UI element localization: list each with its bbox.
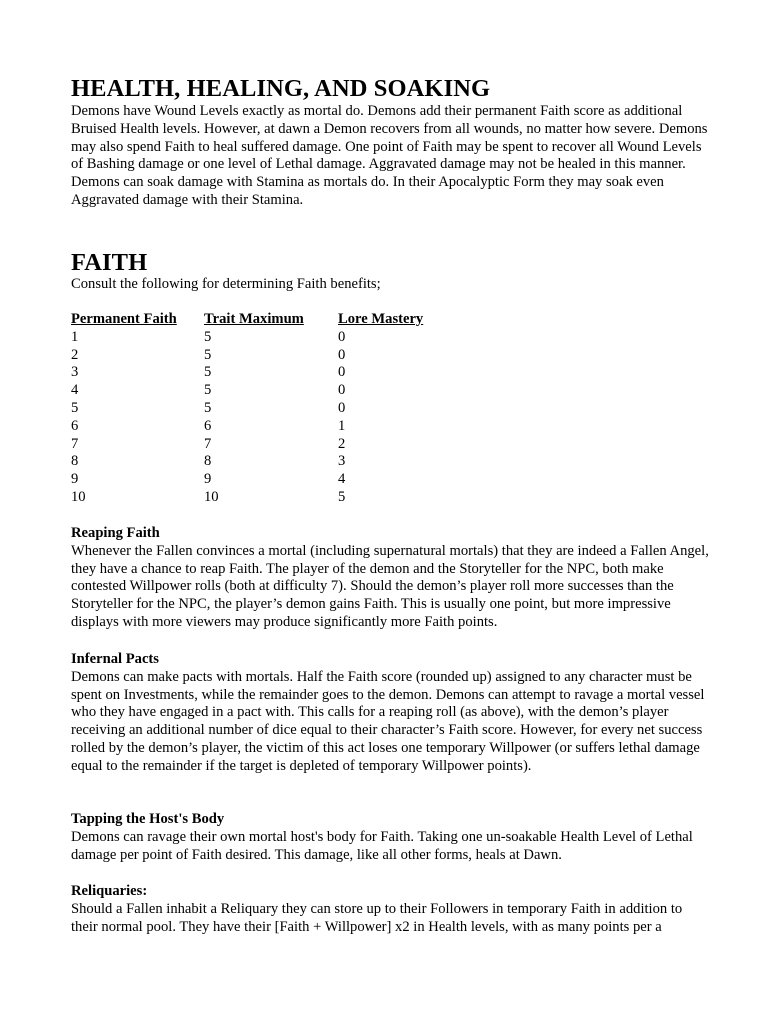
cell-lore-mastery: 0 [338,346,346,363]
cell-trait-maximum: 5 [204,382,212,399]
cell-trait-maximum: 10 [204,488,219,505]
table-row [71,347,458,365]
header-permanent-faith: Permanent Faith [71,311,177,327]
reliquaries-heading: Reliquaries: [71,883,148,899]
table-row [71,436,458,454]
cell-permanent-faith: 5 [71,399,79,416]
table-row [71,329,458,347]
health-heading: HEALTH, HEALING, AND SOAKING [71,75,491,102]
cell-trait-maximum: 5 [204,346,212,363]
tapping-host-body-heading: Tapping the Host's Body [71,811,225,827]
cell-lore-mastery: 0 [338,399,346,416]
table-row [71,453,458,471]
cell-permanent-faith: 10 [71,488,86,505]
cell-lore-mastery: 4 [338,471,346,488]
table-row [71,382,458,400]
cell-permanent-faith: 1 [71,328,79,345]
cell-trait-maximum: 5 [204,399,212,416]
reaping-faith-paragraph: Whenever the Fallen convinces a mortal (including supernatural mortals) that they are indeed a Fallen Angel, they have a chance to reap Faith. The player of the demon and the Storyteller for the NPC, both make contested Willpower rolls (both at difficulty 7). Should the demon’s player roll more successes than the Storyteller for the NPC, the player’s demon gains Faith. This is usually one point, but more impressive displays with more viewers may produce significantly more Faith points. [71,542,709,630]
cell-trait-maximum: 5 [204,328,212,345]
cell-permanent-faith: 3 [71,364,79,381]
health-paragraph: Demons have Wound Levels exactly as mortal do. Demons add their permanent Faith score as additional Bruised Health levels. However, at dawn a Demon recovers from all wounds, no matter how severe. Demons may also spend Faith to heal suffered damage. One point of Faith may be spent to recover all Wound Levels of Bashing damage or one level of Lethal damage. Aggravated damage may not be healed in this manner. Demons can soak damage with Stamina as mortals do. In their Apocalyptic Form they may soak even Aggravated damage with their Stamina. [71,103,708,208]
cell-lore-mastery: 3 [338,453,346,470]
cell-permanent-faith: 8 [71,453,79,470]
table-row [71,400,458,418]
tapping-host-body-section [71,811,711,864]
cell-lore-mastery: 0 [338,328,346,345]
cell-trait-maximum: 7 [204,435,212,452]
reliquaries-paragraph: Should a Fallen inhabit a Reliquary they can store up to their Followers in temporary Faith in addition to their normal pool. They have their [Faith + Willpower] x2 in Health levels, with as many points per a [71,900,683,935]
reaping-faith-heading: Reaping Faith [71,525,160,541]
tapping-host-body-paragraph: Demons can ravage their own mortal host's body for Faith. Taking one un-soakable Health Level of Lethal damage per point of Faith desired. This damage, like all other forms, heals at Dawn. [71,828,693,863]
infernal-pacts-paragraph: Demons can make pacts with mortals. Half the Faith score (rounded up) assigned to any character must be spent on Investments, while the remainder goes to the demon. Demons can attempt to ravage a mortal vessel who they have engaged in a pact with. This calls for a reaping roll (as above), with the demon’s player receiving an additional number of dice equal to their character’s Faith score. However, for every net success rolled by the demon’s player, the victim of this act loses one temporary Willpower (or suffers lethal damage equal to the remainder if the target is depleted of temporary Willpower points). [71,668,705,774]
infernal-pacts-heading: Infernal Pacts [71,651,159,667]
faith-intro: Consult the following for determining Faith benefits; [71,276,381,292]
faith-heading: FAITH [71,249,148,276]
cell-permanent-faith: 2 [71,346,79,363]
cell-permanent-faith: 6 [71,417,79,434]
cell-lore-mastery: 2 [338,435,346,452]
faith-table [71,311,458,507]
infernal-pacts-section [71,651,711,776]
table-row [71,489,458,507]
cell-trait-maximum: 5 [204,364,212,381]
table-row [71,418,458,436]
reaping-faith-section [71,525,711,632]
cell-trait-maximum: 9 [204,471,212,488]
reliquaries-section [71,883,711,936]
cell-permanent-faith: 7 [71,435,79,452]
cell-lore-mastery: 5 [338,488,346,505]
header-lore-mastery: Lore Mastery [338,311,424,327]
cell-trait-maximum: 8 [204,453,212,470]
table-row [71,471,458,489]
cell-permanent-faith: 9 [71,471,79,488]
header-trait-maximum: Trait Maximum [204,311,304,327]
table-row [71,364,458,382]
cell-trait-maximum: 6 [204,417,212,434]
faith-table-header-row [71,311,458,329]
cell-lore-mastery: 0 [338,382,346,399]
cell-permanent-faith: 4 [71,382,79,399]
cell-lore-mastery: 0 [338,364,346,381]
cell-lore-mastery: 1 [338,417,346,434]
